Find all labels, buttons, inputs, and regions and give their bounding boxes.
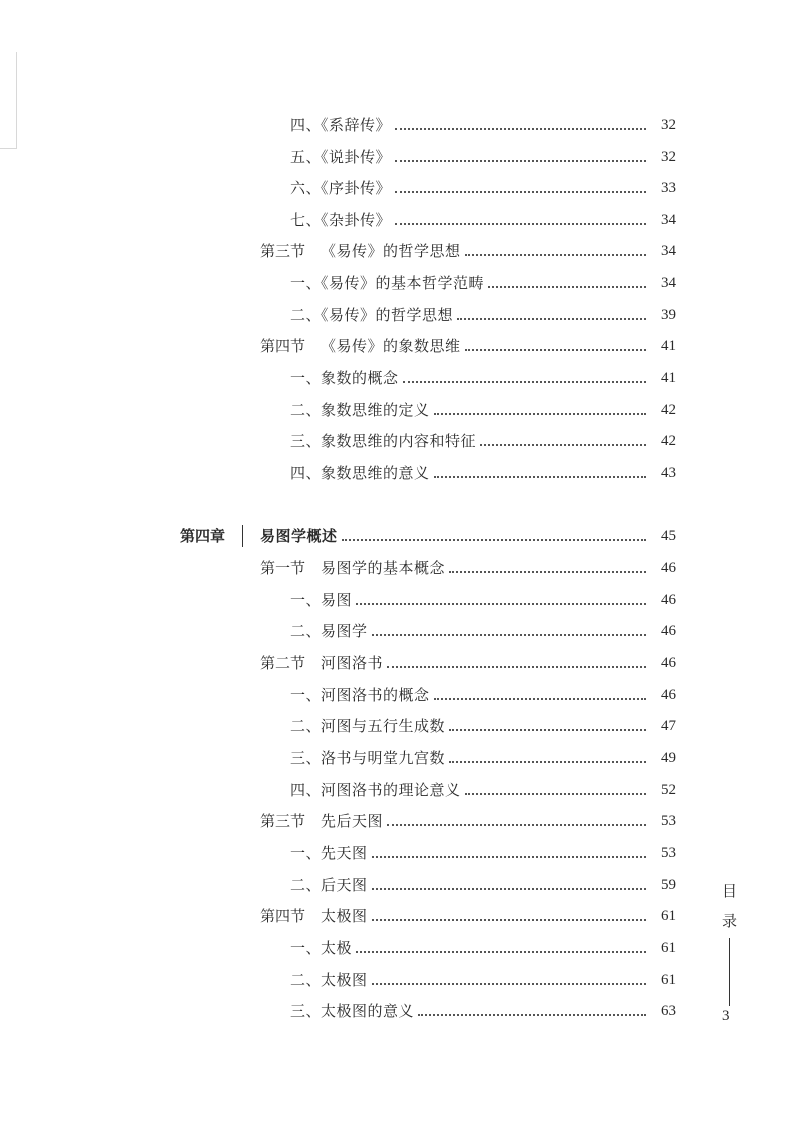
entry-title: 二、象数思维的定义 <box>290 401 430 419</box>
dot-leader <box>395 191 646 193</box>
entry-page: 63 <box>661 1003 676 1019</box>
section-number: 第四节 <box>260 907 306 925</box>
dot-leader <box>387 666 646 668</box>
toc-entry[interactable] <box>0 300 800 330</box>
dot-leader <box>449 571 646 573</box>
entry-page: 43 <box>661 465 676 481</box>
toc-entry[interactable] <box>0 711 800 741</box>
toc-entry[interactable] <box>0 616 800 646</box>
running-head-rule <box>729 938 730 1006</box>
toc-entry[interactable] <box>0 395 800 425</box>
toc-entry[interactable] <box>0 965 800 995</box>
toc-entry[interactable] <box>0 585 800 615</box>
dot-leader <box>372 634 646 636</box>
toc-entry[interactable] <box>0 870 800 900</box>
entry-page: 46 <box>661 655 676 671</box>
section-title: 河图洛书 <box>321 654 384 672</box>
entry-page: 42 <box>661 402 676 418</box>
toc-entry[interactable] <box>0 426 800 456</box>
entry-title: 三、洛书与明堂九宫数 <box>290 749 446 767</box>
entry-title: 二、后天图 <box>290 876 368 894</box>
section-number: 第三节 <box>260 812 306 830</box>
entry-page: 53 <box>661 813 676 829</box>
section-title: 易图学的基本概念 <box>321 559 446 577</box>
entry-page: 47 <box>661 718 676 734</box>
entry-page: 52 <box>661 782 676 798</box>
entry-page: 53 <box>661 845 676 861</box>
entry-page: 61 <box>661 940 676 956</box>
entry-page: 46 <box>661 623 676 639</box>
dot-leader <box>465 793 646 795</box>
entry-page: 33 <box>661 180 676 196</box>
section-number: 第二节 <box>260 654 306 672</box>
dot-leader <box>418 1014 646 1016</box>
entry-page: 46 <box>661 560 676 576</box>
entry-page: 46 <box>661 592 676 608</box>
dot-leader <box>480 444 646 446</box>
entry-title: 一、易图 <box>290 591 353 609</box>
toc-section[interactable] <box>0 553 800 583</box>
entry-title: 二、易图学 <box>290 622 368 640</box>
toc-entry[interactable] <box>0 363 800 393</box>
dot-leader <box>387 824 646 826</box>
dot-leader <box>465 349 646 351</box>
section-title: 《易传》的象数思维 <box>321 337 461 355</box>
toc-section[interactable] <box>0 648 800 678</box>
entry-title: 四、《系辞传》 <box>290 116 392 134</box>
section-title: 《易传》的哲学思想 <box>321 242 461 260</box>
section-number: 第四节 <box>260 337 306 355</box>
entry-page: 42 <box>661 433 676 449</box>
chapter-title: 易图学概述 <box>260 527 338 545</box>
toc-section[interactable] <box>0 806 800 836</box>
entry-title: 三、象数思维的内容和特征 <box>290 432 477 450</box>
toc-entry[interactable] <box>0 110 800 140</box>
entry-title: 四、河图洛书的理论意义 <box>290 781 461 799</box>
entry-page: 41 <box>661 370 676 386</box>
page-number: 3 <box>722 1008 730 1024</box>
running-head-char: 目 <box>722 882 738 900</box>
entry-title: 一、《易传》的基本哲学范畴 <box>290 274 485 292</box>
chapter-divider <box>242 525 243 547</box>
section-number: 第一节 <box>260 559 306 577</box>
entry-page: 32 <box>661 149 676 165</box>
entry-title: 四、象数思维的意义 <box>290 464 430 482</box>
chapter-label: 第四章 <box>180 527 226 545</box>
toc-chapter[interactable] <box>0 521 800 551</box>
entry-page: 45 <box>661 528 676 544</box>
toc-entry[interactable] <box>0 173 800 203</box>
entry-page: 61 <box>661 972 676 988</box>
entry-page: 46 <box>661 687 676 703</box>
entry-title: 六、《序卦传》 <box>290 179 392 197</box>
entry-title: 二、《易传》的哲学思想 <box>290 306 454 324</box>
entry-title: 一、象数的概念 <box>290 369 399 387</box>
entry-page: 34 <box>661 275 676 291</box>
dot-leader <box>449 761 646 763</box>
toc-entry[interactable] <box>0 142 800 172</box>
toc-section[interactable] <box>0 236 800 266</box>
toc-entry[interactable] <box>0 680 800 710</box>
dot-leader <box>372 856 646 858</box>
dot-leader <box>395 128 646 130</box>
toc-entry[interactable] <box>0 205 800 235</box>
entry-title: 七、《杂卦传》 <box>290 211 392 229</box>
dot-leader <box>395 223 646 225</box>
dot-leader <box>449 729 646 731</box>
toc-entry[interactable] <box>0 996 800 1026</box>
dot-leader <box>434 476 646 478</box>
entry-title: 五、《说卦传》 <box>290 148 392 166</box>
entry-page: 39 <box>661 307 676 323</box>
toc-entry[interactable] <box>0 743 800 773</box>
entry-page: 41 <box>661 338 676 354</box>
section-number: 第三节 <box>260 242 306 260</box>
dot-leader <box>342 539 646 541</box>
dot-leader <box>465 254 646 256</box>
dot-leader <box>457 318 646 320</box>
toc-entry[interactable] <box>0 775 800 805</box>
dot-leader <box>403 381 646 383</box>
toc-entry[interactable] <box>0 268 800 298</box>
running-head <box>722 876 738 936</box>
dot-leader <box>434 698 646 700</box>
entry-page: 59 <box>661 877 676 893</box>
entry-title: 一、河图洛书的概念 <box>290 686 430 704</box>
entry-page: 61 <box>661 908 676 924</box>
dot-leader <box>372 888 646 890</box>
entry-title: 三、太极图的意义 <box>290 1002 415 1020</box>
dot-leader <box>395 160 646 162</box>
toc-entry[interactable] <box>0 933 800 963</box>
entry-page: 49 <box>661 750 676 766</box>
toc-entry[interactable] <box>0 458 800 488</box>
section-title: 先后天图 <box>321 812 384 830</box>
toc-entry[interactable] <box>0 838 800 868</box>
dot-leader <box>488 286 646 288</box>
toc-section[interactable] <box>0 331 800 361</box>
dot-leader <box>356 603 646 605</box>
entry-page: 34 <box>661 212 676 228</box>
entry-title: 二、太极图 <box>290 971 368 989</box>
running-head-char: 录 <box>722 912 738 930</box>
dot-leader <box>372 919 646 921</box>
entry-page: 32 <box>661 117 676 133</box>
toc-section[interactable] <box>0 901 800 931</box>
dot-leader <box>372 983 646 985</box>
entry-page: 34 <box>661 243 676 259</box>
entry-title: 二、河图与五行生成数 <box>290 717 446 735</box>
entry-title: 一、先天图 <box>290 844 368 862</box>
entry-title: 一、太极 <box>290 939 353 957</box>
dot-leader <box>434 413 646 415</box>
dot-leader <box>356 951 646 953</box>
section-title: 太极图 <box>321 907 368 925</box>
